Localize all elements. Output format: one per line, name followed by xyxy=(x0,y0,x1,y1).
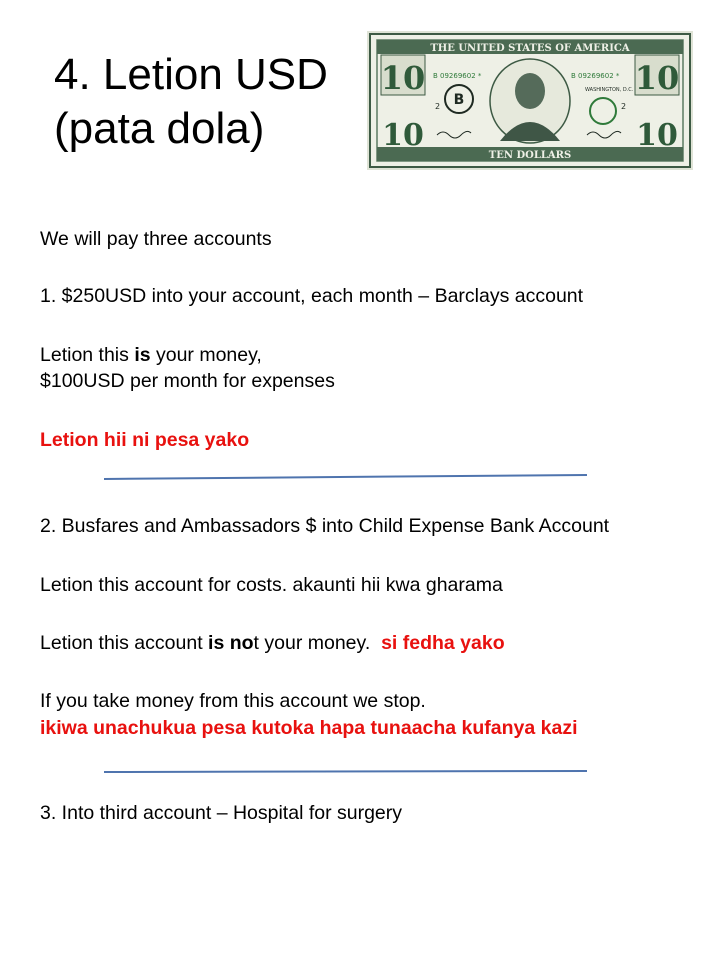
item-1-line-1 xyxy=(40,342,262,368)
item-2-not-your-money xyxy=(40,630,505,656)
bill-denomination-bl: 10 xyxy=(382,118,424,153)
item-1-swahili: Letion hii ni pesa yako xyxy=(40,429,250,451)
page-title xyxy=(54,48,328,156)
bill-seal-letter: B xyxy=(453,92,465,108)
item-2-costs: Letion this account for costs. akaunti hii kwa gharama xyxy=(40,574,503,596)
item-2-warning-swahili: ikiwa unachukua pesa kutoka hapa tunaacha kufanya kazi xyxy=(40,717,578,739)
divider-2 xyxy=(104,770,587,773)
item-1-heading: 1. $250USD into your account, each month – Barclays account xyxy=(40,285,584,307)
item-1-line-2: $100USD per month for expenses xyxy=(40,370,335,392)
item-2-not-bold: is no xyxy=(208,632,254,654)
bill-top-text: THE UNITED STATES OF AMERICA xyxy=(430,43,630,54)
item-2-not-red: si fedha yako xyxy=(381,632,505,654)
bill-serial-left: B 09269602 * xyxy=(433,72,482,80)
bill-denomination-tr: 10 xyxy=(634,59,680,97)
item-3-heading: 3. Into third account – Hospital for surgery xyxy=(40,802,403,824)
item-1-line-1-prefix: Letion this xyxy=(40,344,135,366)
item-2-not-middle: t your money. xyxy=(253,632,382,654)
item-2-heading: 2. Busfares and Ambassadors $ into Child Expense Bank Account xyxy=(40,515,610,537)
bill-bottom-text: TEN DOLLARS xyxy=(488,150,572,161)
intro-line: We will pay three accounts xyxy=(40,228,272,250)
bill-denomination-tl: 10 xyxy=(380,59,426,97)
item-1-line-1-suffix: your money, xyxy=(150,344,262,366)
title-line-2: (pata dola) xyxy=(54,104,265,153)
bill-serial-right: B 09269602 * xyxy=(571,72,620,80)
item-1-line-1-bold: is xyxy=(134,344,151,366)
title-line-1: 4. Letion USD xyxy=(54,50,328,99)
divider-1 xyxy=(104,474,587,480)
ten-dollar-bill-image xyxy=(367,31,693,170)
bill-district-right: 2 xyxy=(621,102,627,111)
item-2-not-prefix: Letion this account xyxy=(40,632,209,654)
item-2-warning: If you take money from this account we stop. xyxy=(40,690,426,712)
bill-denomination-br: 10 xyxy=(636,118,678,153)
bill-district-left: 2 xyxy=(435,102,441,111)
bill-city: WASHINGTON, D.C. xyxy=(585,87,634,93)
